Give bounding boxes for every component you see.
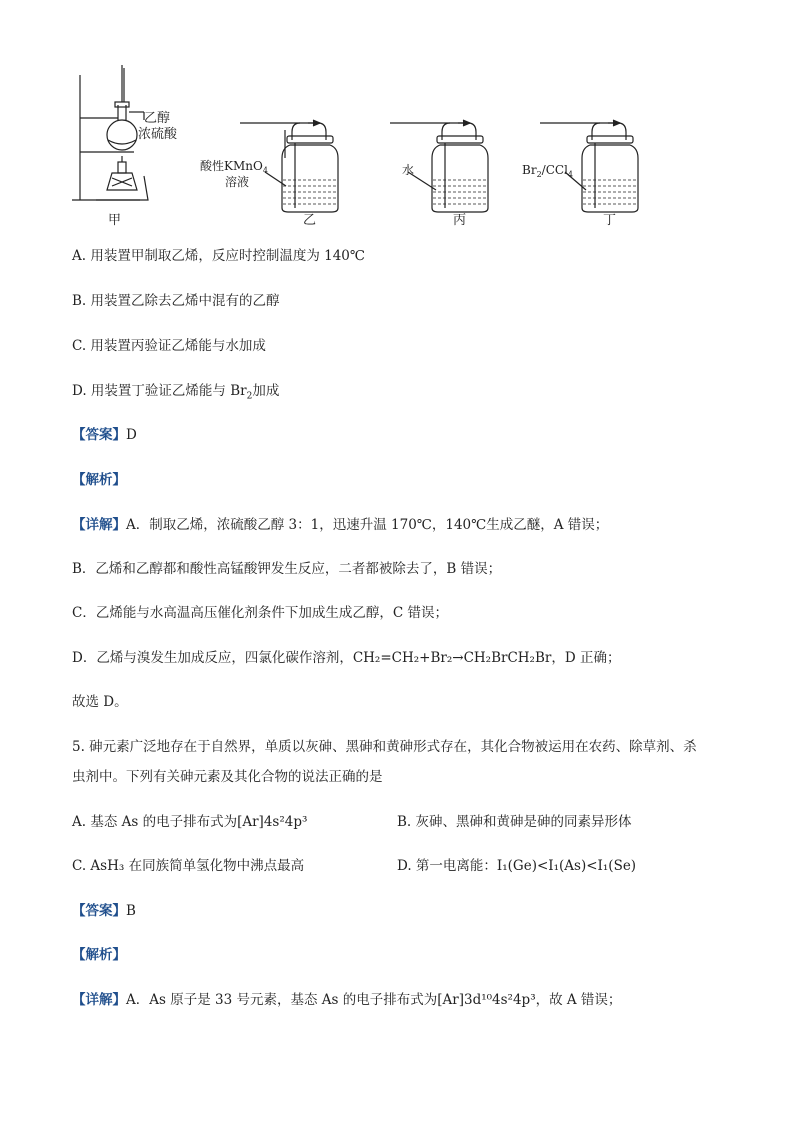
svg-text:Br2/CCl4 <box>522 163 573 179</box>
q5-option-d: D. 第一电离能：I₁(Ge)<I₁(As)<I₁(Se) <box>397 858 637 874</box>
label-jia: 甲 <box>108 213 122 228</box>
ding-sub-2: 4 <box>567 170 573 179</box>
q4-detail-b: B．乙烯和乙醇都和酸性高锰酸钾发生反应，二者都被除去了，B 错误； <box>72 561 502 577</box>
yi-reagent-sub: 4 <box>262 166 268 175</box>
q5-analysis-heading: 【解析】 <box>72 947 126 963</box>
bottle-yi <box>282 145 338 212</box>
label-yi: 乙 <box>303 213 317 228</box>
label-ding: 丁 <box>603 213 617 228</box>
ding-reagent-a: Br <box>522 163 537 177</box>
jia-reagent-1: 乙醇 <box>144 111 171 126</box>
yi-reagent-1: 酸性KMnO <box>200 159 263 173</box>
q4-detail-d: D．乙烯与溴发生加成反应，四氯化碳作溶剂，CH₂=CH₂+Br₂→CH₂BrCH₂Br，D 正确； <box>72 650 621 666</box>
ding-reagent-b: /CCl <box>541 163 568 177</box>
label-bing: 丙 <box>453 213 467 228</box>
bottle-bing <box>432 145 488 212</box>
q4-conclusion: 故选 D。 <box>72 694 128 710</box>
q5-option-b: B. 灰砷、黑砷和黄砷是砷的同素异形体 <box>397 814 632 830</box>
q4-answer: 【答案】D <box>72 427 137 443</box>
q5-detail-a: 【详解】A．As 原子是 33 号元素，基态 As 的电子排布式为[Ar]3d¹⁰4s²4p³，故 A 错误； <box>72 992 622 1008</box>
apparatus-diagram <box>60 60 660 230</box>
svg-text:酸性KMnO4 <box>200 158 268 175</box>
ding-sub-1: 2 <box>536 170 542 179</box>
jia-reagent-2: 浓硫酸 <box>138 127 178 142</box>
q5-option-c: C. AsH₃ 在同族简单氢化物中沸点最高 <box>72 858 305 874</box>
q4-detail-c: C．乙烯能与水高温高压催化剂条件下加成生成乙醇，C 错误； <box>72 605 448 621</box>
flask <box>107 120 137 150</box>
q5-stem-line-1: 5. 砷元素广泛地存在于自然界，单质以灰砷、黑砷和黄砷形式存在，其化合物被运用在农药、除草剂、杀 <box>72 739 697 755</box>
q4-option-d: D. 用装置丁验证乙烯能与 $Br_2$加成 <box>72 383 280 402</box>
q4-detail-a: 【详解】A．制取乙烯，浓硫酸乙醇 3：1，迅速升温 170℃，140℃生成乙醚，A 错误； <box>72 517 609 533</box>
q5-answer: 【答案】B <box>72 903 136 919</box>
q4-analysis-heading: 【解析】 <box>72 472 126 488</box>
q4-option-a: A. 用装置甲制取乙烯，反应时控制温度为 140℃ <box>72 248 365 264</box>
q5-stem-line-2: 虫剂中。下列有关砷元素及其化合物的说法正确的是 <box>72 769 383 785</box>
bing-reagent: 水 <box>402 163 415 177</box>
q4-option-c: C. 用装置丙验证乙烯能与水加成 <box>72 338 266 354</box>
q4-option-b: B. 用装置乙除去乙烯中混有的乙醇 <box>72 293 280 309</box>
q5-option-a: A. 基态 As 的电子排布式为[Ar]4s²4p³ <box>72 814 308 830</box>
apparatus-figure <box>60 60 660 230</box>
yi-reagent-2: 溶液 <box>225 175 250 189</box>
bottle-ding <box>582 145 638 212</box>
